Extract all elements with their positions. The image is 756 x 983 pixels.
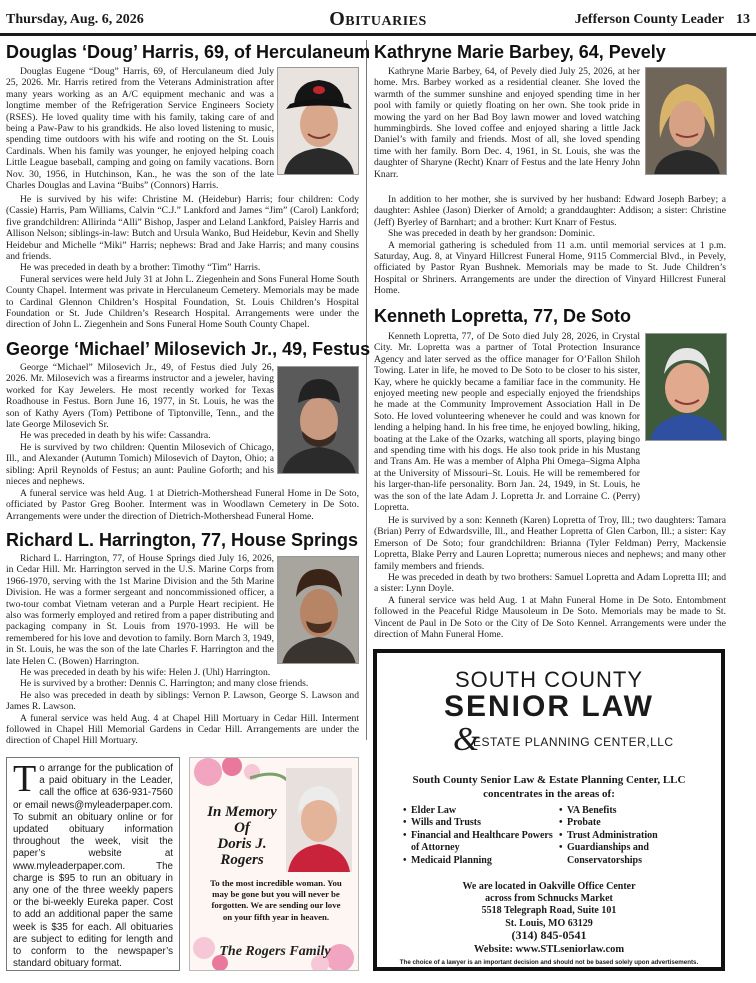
ad-phone: (314) 845-0541 <box>511 928 587 942</box>
ad-practice-list-left <box>403 805 559 867</box>
ad-location-line2: across from Schnucks Market <box>485 893 613 905</box>
obit-body-lopretta-lead <box>374 331 640 514</box>
obit-headline-barbey: Kathryne Marie Barbey, 64, Pevely <box>374 42 666 62</box>
ad-logo-line2: SENIOR LAW <box>443 690 654 723</box>
obit-paragraph: He was preceded in death by two brothers: Samuel Lopretta and Adam Lopretta III; and a sister: Lynn Doyle. <box>374 572 726 595</box>
newspaper-name: Jefferson County Leader <box>574 12 724 27</box>
list-item: • Medicaid Planning <box>403 855 559 867</box>
obit-body-harrington-lead <box>6 553 274 667</box>
obit-body-harris <box>6 194 359 331</box>
portrait-barbey-icon <box>646 68 727 175</box>
obit-paragraph: He is survived by a brother: Dennis C. Harrington; and many close friends. <box>20 678 309 690</box>
obit-paragraph: He was preceded in death by his wife: Helen J. (Uhl) Harrington. <box>20 667 271 678</box>
obit-paragraph: A funeral service was held Aug. 1 at Mahn Funeral Home in De Soto. Entombment followed in the Peaceful Ridge Mausoleum in De Soto. Memorials may be made to St. Vincent de Paul in De Soto or the City of De Soto Kennel. Arrangements were under the direction of Mahn Funeral Home. <box>374 594 726 641</box>
ad-logo-line3: ESTATE PLANNING CENTER,LLC <box>473 735 674 749</box>
memorial-signature: The Rogers Family <box>219 944 331 959</box>
obit-body-harris-lead <box>6 66 274 191</box>
law-firm-ad <box>373 649 725 971</box>
obit-paragraph: A funeral service was held Aug. 4 at Chapel Hill Mortuary in Cedar Hill. Interment followed in Chapel Hill Memorial Gardens in Cedar Hill. Arrangements are under the direction of Chapel Hill Mortuary. <box>6 712 359 747</box>
obit-paragraph: Richard L. Harrington, 77, of House Springs died July 16, 2026, in Cedar Hill. Mr. Harrington served in the U.S. Marine Corps from 1966-1970, serving with the 1st Marine Division and the 5th Marine Division. He was a former sergeant and noncommissioned officer, a two-tour combat Vietnam veteran and a Purple Heart recipient. He also was formerly employed and retired from a paper distributing and packaging company in St. Louis from 1970-1993. He will be remembered for his love and devotion to family. Born March 3, 1949, in St. Louis, he was the son of the late Charles F. Harrington and the late Helen C. (Bowen) Harrington. <box>6 553 274 667</box>
photo-harrington <box>277 556 359 664</box>
ad-website: Website: www.STLseniorlaw.com <box>473 944 625 955</box>
obit-body-barbey <box>374 194 726 297</box>
obit-headline-harrington: Richard L. Harrington, 77, House Springs <box>6 530 359 550</box>
column-divider <box>366 40 367 740</box>
obit-paragraph: A memorial gathering is scheduled from 11 a.m. until memorial services at 1 p.m. Saturday, Aug. 8, at Vinyard Hillcrest Funeral Home, 9115 Commercial Blvd., in Pevely, officiated by Pastor Ryan Bushnek. Memorials may be made to St. Jude Children’s Hospital or Shriners. Arrangements are under the direction of Vinyard Hillcrest Funeral Home. <box>374 239 726 297</box>
ad-firm-tagline: concentrates in the areas of: <box>483 788 615 800</box>
memorial-ad <box>189 757 359 971</box>
list-item: • Wills and Trusts <box>403 817 559 829</box>
memorial-name-line1: Doris J. <box>217 836 267 852</box>
page-number: 13 <box>736 12 750 27</box>
obituary-info-box <box>6 757 180 971</box>
obit-paragraph: Douglas Eugene “Doug” Harris, 69, of Herculaneum died July 25, 2026. Mr. Harris retired from the Veterans Administration after many years working as an A/C equipment mechanic and was a longtime member of the Refrigeration Service Engineers Society (RSES). He loved quality time with his family, taking care of and being a Paw-Paw to his grandkids. He also loved listening to music, spending time outdoors with his wife and rooting on the St. Louis Cardinals. When his family was younger, he enjoyed helping coach Little League baseball, camping and going on family vacations. Born Nov. 30, 1956, in Hutchinson, Kan., he was the son of the late Charles Douglas and Lavina “Buibs” (Connors) Harris. <box>6 66 274 192</box>
obit-body-milosevich <box>6 488 359 522</box>
obit-paragraph: In addition to her mother, she is survived by her husband: Edward Joseph Barbey; a daughter: Ashlee (Jason) Dierker of Arnold; a granddaughter: Addison; a sister: Christine (Jeff) Byerley of Barnhart; and a brother: Kurt Knarr of Festus. <box>374 194 726 228</box>
obit-paragraph: He is survived by a son: Kenneth (Karen) Lopretta of Troy, Ill.; two daughters: Tamara (Brian) Perry of Edwardsville, Ill., and Heather Lopretta of Glen Carbon, Ill.; a sister: Kay Emerson of De Soto; four grandchildren: Brianna (Tyler Feldman) Perry, Mackensie Lopretta, Blake Perry and Lauren Lopretta; numerous nieces and nephews; and many other family members and friends. <box>374 515 726 572</box>
portrait-harrington-icon <box>278 557 359 664</box>
ad-logo-ampersand: & <box>453 721 480 758</box>
obit-paragraph: He was preceded in death by his wife: Cassandra. <box>20 430 211 442</box>
memorial-message: To the most incredible woman. You may be gone but you will never be forgotten. We are sending our love on your fifth year in heaven. <box>210 878 342 922</box>
obit-paragraph: She was preceded in death by her grandson: Dominic. <box>388 228 596 240</box>
obit-headline-milosevich: George ‘Michael’ Milosevich Jr., 49, Festus <box>6 339 371 359</box>
list-item: • Guardianships and Conservatorships <box>559 842 699 867</box>
obit-paragraph: Kathryne Marie Barbey, 64, of Pevely died July 25, 2026, at her home. Mrs. Barbey worked as a residential cleaner. She loved the warmth of the summer sunshine and enjoyed spending time in her pool with family or quietly floating on her own. She took pride in mowing the yard on her Bad Boy lawn mower and loved watching hummingbirds. She loved coffee and enjoyed sharing a little Jack Daniel’s with family and friends. Most of all, she loved spending time with her family. Born Dec. 4, 1961, in St. Louis, she was the daughter of Sharyne (Recht) Knarr of Festus and the late Henry John Knarr. <box>374 66 640 180</box>
photo-harris <box>277 67 359 175</box>
obit-body-barbey-lead <box>374 66 640 180</box>
obit-paragraph: Funeral services were held July 31 at John L. Ziegenhein and Sons Funeral Home South County Chapel. Interment was private in Herculaneum Cemetery. Memorials may be made to Cardinal Glennon Children’s Hospital Foundation, St. Louis Children’s Hospital Foundation or St. Jude Children’s Research Hospital. Arrangements were under the direction of John L. Ziegenhein and Sons Funeral Home South County Chapel. <box>6 273 359 331</box>
list-item: • Financial and Healthcare Powers of Attorney <box>403 830 559 855</box>
list-item: • VA Benefits <box>559 805 699 817</box>
obit-paragraph: A funeral service was held Aug. 1 at Dietrich-Mothershead Funeral Home in De Soto, officiated by Pastor Greg Booher. Interment was in Woodlawn Cemetery in De Soto. Arrangements were under the direction of Dietrich-Mothershead Funeral Home. <box>6 488 359 522</box>
photo-lopretta <box>645 333 727 441</box>
obit-body-milosevich-lead <box>6 362 274 487</box>
ad-location <box>377 881 721 930</box>
obit-body-harrington <box>6 667 359 747</box>
obit-paragraph: Kenneth Lopretta, 77, of De Soto died July 28, 2026, in Crystal City. Mr. Lopretta was a partner of Total Protection Insurance Agency and later served as the office manager for O’Fallon Shiloh Towing. Later in life, he moved to De Soto to be closer to his sister, Kay, where he quickly became a familiar face in the community. He enjoyed meeting new people and especially enjoyed the friendships he made at the Community Improvement Association Hall in De Soto. He loved volunteering whenever he could and was known for lending a helping hand. In his free time, he enjoyed bowling, hiking, boating at the Lake of the Ozarks, watching all sports, playing bingo and spending time with his dogs. He also took pride in his Mustang and Trans Am. He was a member of Alpha Phi Omega–Sigma Alpha at the University of Missouri–St. Louis. He will be remembered for his larger-than-life personality. Born Jan. 24, 1949, in St. Louis, he was the son of the late Adam J. Lopretta Jr. and Lorraine C. (Perry) Lopretta. <box>374 331 640 514</box>
list-item: • Probate <box>559 817 699 829</box>
ad-address-line1: 5518 Telegraph Road, Suite 101 <box>481 905 617 917</box>
ad-firm-name: South County Senior Law & Estate Planning Center, LLC <box>412 774 686 786</box>
portrait-harris-icon <box>278 68 359 175</box>
photo-milosevich <box>277 366 359 474</box>
obit-headline-lopretta: Kenneth Lopretta, 77, De Soto <box>374 306 632 326</box>
obit-headline-harris: Douglas ‘Doug’ Harris, 69, of Herculaneum <box>6 42 371 62</box>
drop-cap: T <box>13 758 37 800</box>
ad-logo-line1: SOUTH COUNTY <box>455 667 643 692</box>
header-rule <box>0 33 756 36</box>
memorial-name-line2: Rogers <box>220 852 264 868</box>
obit-paragraph: He also was preceded in death by siblings: Vernon P. Lawson, George S. Lawson and James R. Lawson. <box>6 689 359 713</box>
ad-address-line2: St. Louis, MO 63129 <box>505 917 593 929</box>
obit-paragraph: He was preceded in death by a brother: Timothy “Tim” Harris. <box>20 262 261 274</box>
ad-firm-intro <box>377 773 721 801</box>
obituary-info-text: o arrange for the publication of a paid obituary in the Leader, call the office at 636-931-7560 or email news@myleaderpaper.com. To submit an obituary online or for updated obituary information throughout the week, visit the paper’s website at www.myleaderpaper.com. The charge is $95 to run an obituary in any one of the three weekly papers or the bi-weekly Eureka paper. Cost to add an additional paper the same week is $35 for each. All obituaries are subject to editing for length and to conform to the newspaper’s standard obituary format. <box>13 763 173 970</box>
obit-paragraph: He is survived by his wife: Christine M. (Heidebur) Harris; four children: Cody (Cassie) Harris, Pam Williams, Calvin “C.J.” Lankford and James “Jim” (Carol) Lankford; five grandchildren: Allirinda “Alli” Bishop, Jasper and Leland Lankford, Paisley Harris and Allison Nelson; siblings-in-law: Butch and Ursula Wanko, Bud Heidebur, Kevin and Shelly Heidebur and Michelle “Miki” Harris; nephews: Brad and Jake Harris; and many cousins and friends. <box>6 194 359 263</box>
obit-paragraph: George “Michael” Milosevich Jr., 49, of Festus died July 26, 2026. Mr. Milosevich was a firearms instructor and a jeweler, having worked for Kay Jewelers. He most recently worked for Texas Roadhouse in Festus. Born June 16, 1977, in St. Louis, he was the son of Kathy Ayers (Tom) Pettibone of Tiptonville, Tenn., and the late George Milosevich Sr. <box>6 362 274 431</box>
photo-barbey <box>645 67 727 175</box>
page-header <box>6 8 750 34</box>
portrait-milosevich-icon <box>278 367 359 474</box>
issue-date: Thursday, Aug. 6, 2026 <box>6 12 144 27</box>
obit-body-lopretta <box>374 515 726 640</box>
list-item: • Trust Administration <box>559 830 699 842</box>
ad-location-line1: We are located in Oakville Office Center <box>462 881 636 892</box>
memorial-title-line1: In Memory <box>207 804 277 820</box>
portrait-lopretta-icon <box>646 334 727 441</box>
ad-disclaimer: The choice of a lawyer is an important decision and should not be based solely upon advertisements. <box>399 959 699 966</box>
section-title: Obituaries <box>329 8 427 30</box>
obit-paragraph: He is survived by two children: Quentin Milosevich of Chicago, Ill., and Alexander (Autumn Tomich) Milosevich of Dayton, Ohio; a sibling: April Reynolds of Festus; an aunt: Pauline Goforth; and his nieces and nephews. <box>6 441 274 488</box>
ad-practice-list-right <box>559 805 699 867</box>
memorial-title-line2: Of <box>234 820 250 836</box>
list-item: • Elder Law <box>403 805 559 817</box>
